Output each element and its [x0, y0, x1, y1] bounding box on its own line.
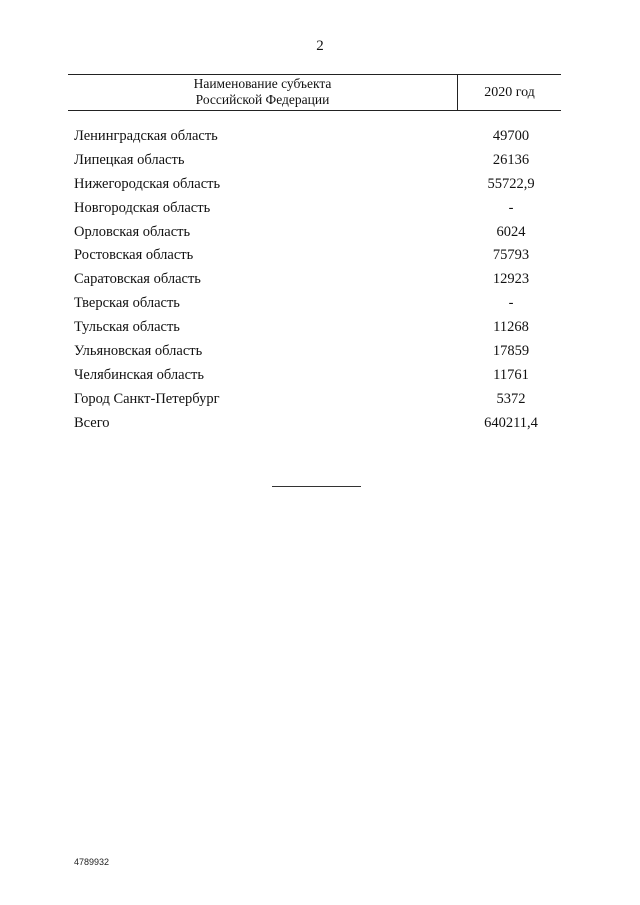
- table-row: [74, 221, 561, 245]
- table-row: [74, 125, 561, 149]
- row-region-name: Новгородская область: [74, 199, 211, 216]
- row-value: 11268: [493, 319, 529, 336]
- row-value: 5372: [496, 390, 526, 407]
- row-value: 55722,9: [487, 175, 535, 192]
- row-value: 75793: [492, 247, 530, 264]
- row-region-name: Ростовская область: [74, 247, 194, 264]
- table-row: [74, 364, 561, 388]
- table-row: [74, 173, 561, 197]
- table-row: [74, 292, 561, 316]
- table-row: [74, 340, 561, 364]
- row-region-name: Нижегородская область: [74, 175, 221, 192]
- row-value: 49700: [492, 128, 530, 144]
- table-row: [74, 149, 561, 173]
- end-of-document-line: [272, 486, 361, 487]
- row-value: -: [508, 199, 514, 216]
- table-row: [74, 268, 561, 292]
- row-region-name: Орловская область: [74, 223, 191, 240]
- row-value: -: [508, 295, 514, 312]
- row-region-name: Тульская область: [74, 319, 180, 336]
- header-region-name-line2: Российской Федерации: [195, 92, 330, 107]
- row-region-name: Саратовская область: [74, 271, 201, 288]
- row-region-name: Тверская область: [74, 295, 180, 312]
- row-value: 11761: [493, 366, 529, 383]
- table-row: [74, 388, 561, 412]
- table-header: [68, 74, 561, 111]
- header-region-name-line1: Наименование субъекта: [193, 76, 332, 91]
- header-year: 2020 год: [484, 85, 535, 100]
- total-label: Всего: [74, 414, 110, 431]
- document-code: 4789932: [74, 857, 110, 867]
- row-value: 17859: [492, 343, 530, 360]
- table-row: [74, 316, 561, 340]
- row-value: 12923: [492, 271, 530, 288]
- page-number: 2: [316, 38, 324, 54]
- table-row: [74, 197, 561, 221]
- row-region-name: Ленинградская область: [74, 128, 218, 144]
- row-region-name: Город Санкт-Петербург: [74, 390, 220, 407]
- row-value: 6024: [496, 223, 526, 240]
- row-value: 26136: [492, 151, 530, 168]
- row-region-name: Липецкая область: [74, 151, 185, 168]
- total-value: 640211,4: [484, 414, 538, 431]
- row-region-name: Ульяновская область: [74, 343, 203, 360]
- table-row: [74, 244, 561, 268]
- table-body: [74, 125, 561, 436]
- header-region-name: [68, 75, 457, 110]
- table-row-total: [74, 412, 561, 436]
- row-region-name: Челябинская область: [74, 366, 204, 383]
